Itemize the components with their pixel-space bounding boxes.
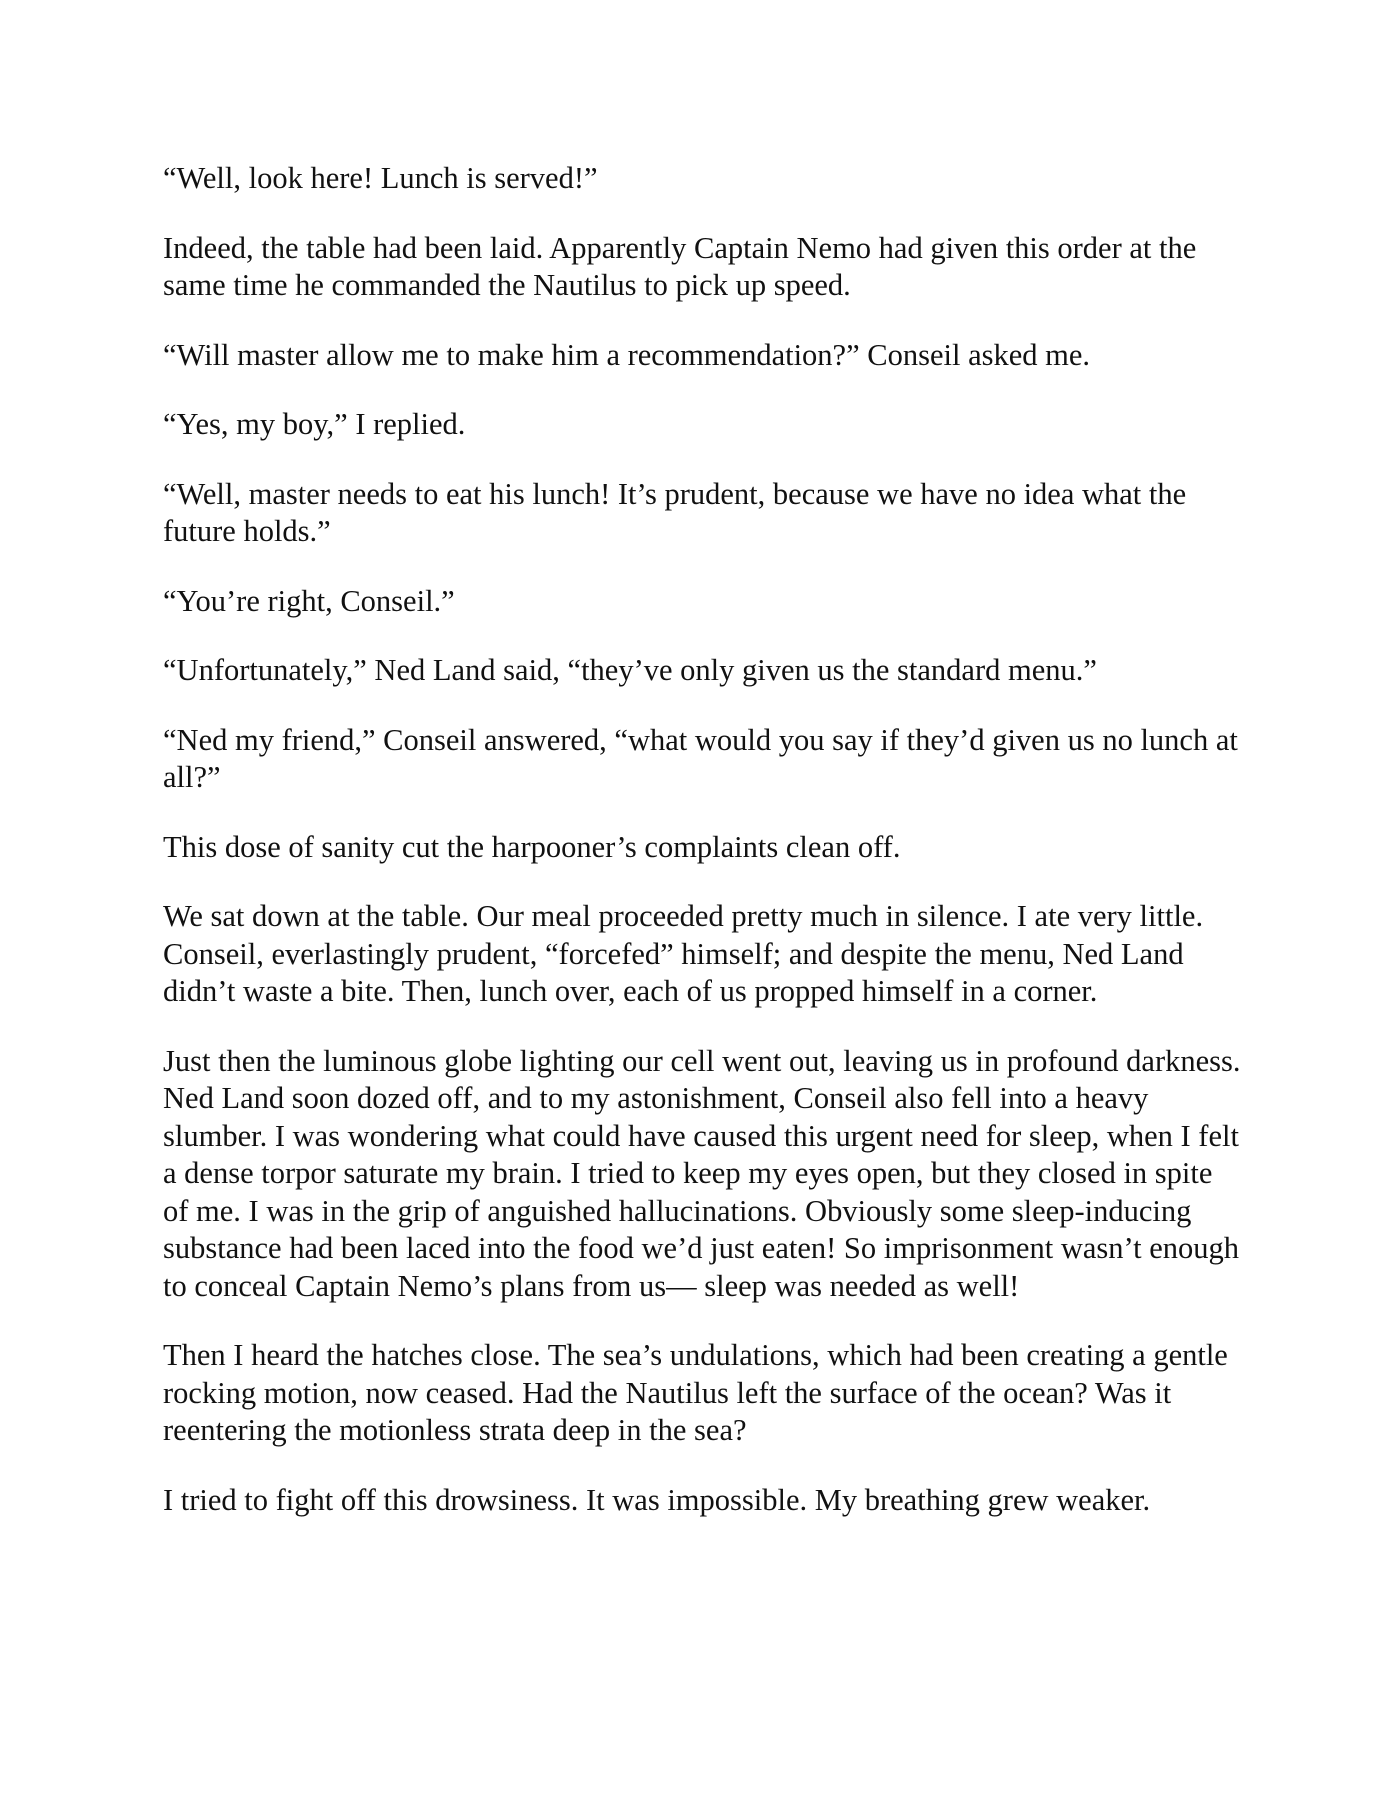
paragraph: This dose of sanity cut the harpooner’s complaints clean off. (163, 829, 901, 864)
paragraph: I tried to fight off this drowsiness. It was impossible. My breathing grew weaker. (163, 1482, 1151, 1517)
paragraph: We sat down at the table. Our meal proceeded pretty much in silence. I ate very little. Conseil, everlastingly prudent, “forcefed” himself; and despite the menu, Ned Land didn’t waste a bite. Then, lunch over, each of us propped himself in a corner. (163, 899, 1204, 1008)
paragraph: “Will master allow me to make him a recommendation?” Conseil asked me. (163, 337, 1091, 372)
paragraph: Indeed, the table had been laid. Apparently Captain Nemo had given this order at the same time he commanded the Nautilus to pick up speed. (163, 230, 1197, 302)
paragraph: “Yes, my boy,” I replied. (163, 407, 466, 441)
paragraph: “Ned my friend,” Conseil answered, “what would you say if they’d given us no lunch at all?” (163, 722, 1238, 794)
paragraph: “Well, look here! Lunch is served!” (163, 161, 598, 195)
paragraph: Then I heard the hatches close. The sea’s undulations, which had been creating a gentle rocking motion, now ceased. Had the Nautilus left the surface of the ocean? Was it reentering the motionless strata deep in the sea? (163, 1338, 1228, 1447)
paragraph: “You’re right, Conseil.” (163, 583, 455, 618)
paragraph: “Well, master needs to eat his lunch! It’s prudent, because we have no idea what the future holds.” (163, 476, 1187, 548)
paragraph: Just then the luminous globe lighting our cell went out, leaving us in profound darkness. Ned Land soon dozed off, and to my astonishment, Conseil also fell into a heavy slumber. I was wondering what could have caused this urgent need for sleep, when I felt a dense torpor saturate my brain. I tried to keep my eyes open, but they closed in spite of me. I was in the grip of anguished hallucinations. Obviously some sleep-inducing substance had been laced into the food we’d just eaten! So imprisonment wasn’t enough to conceal Captain Nemo’s plans from us— sleep was needed as well! (163, 1043, 1241, 1303)
paragraph: “Unfortunately,” Ned Land said, “they’ve only given us the standard menu.” (163, 653, 1097, 687)
text-body (163, 160, 1243, 1551)
